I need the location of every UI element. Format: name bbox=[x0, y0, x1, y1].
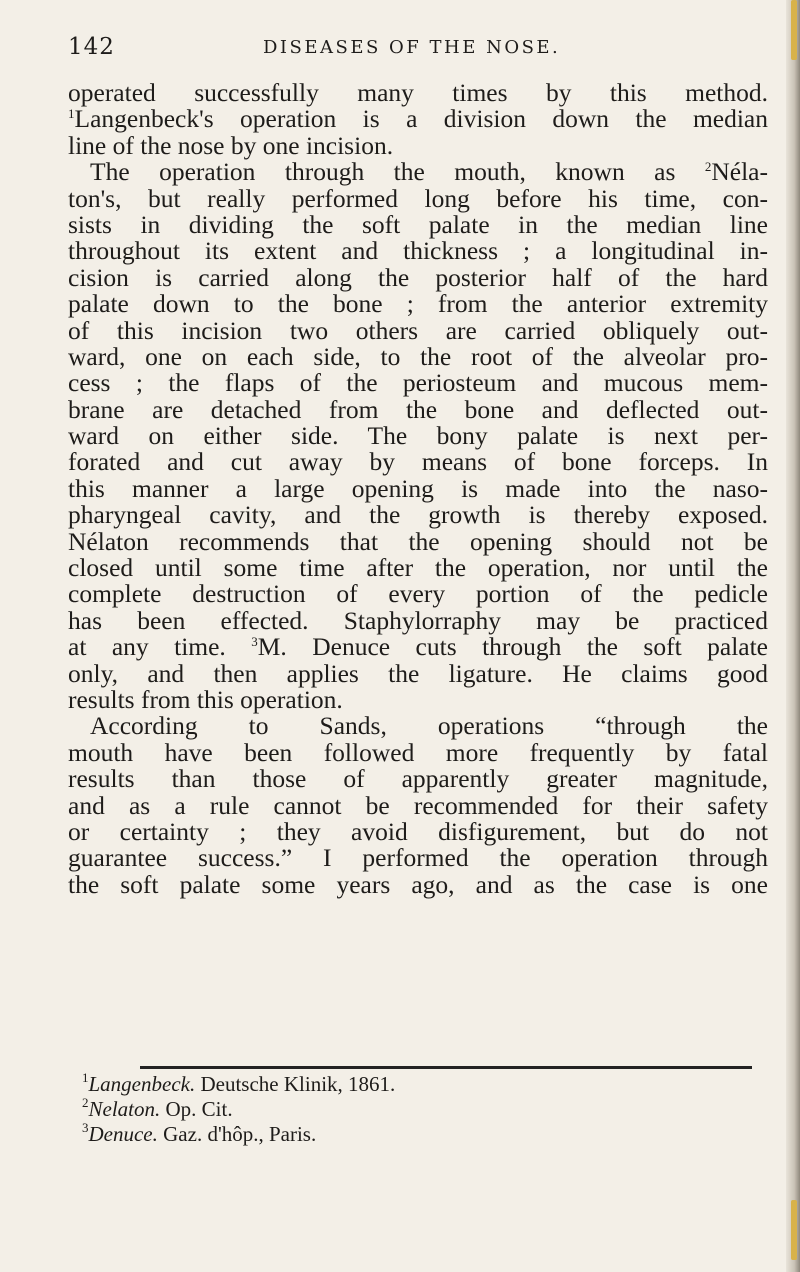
text-line: mouth have been followed more frequently by fatal bbox=[68, 737, 768, 767]
footnote-marker: 1 bbox=[68, 106, 75, 122]
text-line: cess ; the flaps of the periosteum and mucous mem- bbox=[68, 368, 768, 398]
text-line: The operation through the mouth, known as $^2$Néla- bbox=[90, 157, 768, 187]
text-line: results than those of apparently greater magnitude, bbox=[68, 764, 768, 794]
text-line: ton's, but really performed long before his time, con- bbox=[68, 183, 768, 213]
text-line: complete destruction of every portion of the pedicle bbox=[68, 579, 768, 609]
footnote-marker: 3 bbox=[251, 634, 258, 650]
page-number: 142 bbox=[68, 34, 115, 60]
page-edge bbox=[786, 0, 800, 1272]
text-line: at any time. $^3$M. Denuce cuts through the soft palate bbox=[68, 632, 768, 662]
footnote-rule bbox=[140, 1066, 752, 1069]
text-line: $^1$Langenbeck's operation is a division down the median bbox=[68, 104, 768, 134]
text-line: closed until some time after the operation, nor until the bbox=[68, 553, 768, 583]
footnote-marker: 2 bbox=[704, 159, 712, 175]
text-line: forated and cut away by means of bone forceps. In bbox=[68, 447, 768, 477]
text-line: operated successfully many times by this method. bbox=[68, 78, 768, 107]
footnote: $^3$Denuce. Gaz. d'hôp., Paris. bbox=[82, 1120, 317, 1146]
text-line: the soft palate some years ago, and as the case is one bbox=[68, 869, 768, 899]
text-line: throughout its extent and thickness ; a longitudinal in- bbox=[68, 236, 768, 266]
text-line: guarantee success.” I performed the operation through bbox=[68, 843, 768, 873]
text-line: this manner a large opening is made into the naso- bbox=[68, 473, 768, 503]
footnote: $^1$Langenbeck. Deutsche Klinik, 1861. bbox=[82, 1070, 396, 1096]
text-line: only, and then applies the ligature. He claims good bbox=[68, 658, 768, 688]
text-line: or certainty ; they avoid disfigurement, but do not bbox=[68, 816, 768, 846]
page-header bbox=[68, 34, 768, 66]
text-line: of this incision two others are carried obliquely out- bbox=[68, 315, 768, 345]
edge-mark bbox=[791, 0, 797, 60]
text-line: and as a rule cannot be recommended for their safety bbox=[68, 790, 768, 820]
text-line: results from this operation. bbox=[68, 684, 343, 714]
text-line: line of the nose by one incision. bbox=[68, 130, 394, 160]
text-line: ward on either side. The bony palate is next per- bbox=[68, 421, 768, 451]
text-line: pharyngeal cavity, and the growth is thereby exposed. bbox=[68, 500, 768, 530]
text-line: Nélaton recommends that the opening should not be bbox=[68, 526, 768, 556]
edge-mark bbox=[791, 1200, 797, 1260]
running-head: DISEASES OF THE NOSE. bbox=[263, 37, 561, 58]
text-line: According to Sands, operations “through the bbox=[90, 711, 768, 741]
text-line: ward, one on each side, to the root of the alveolar pro- bbox=[68, 341, 768, 371]
footnotes bbox=[82, 1072, 702, 1147]
text-line: cision is carried along the posterior half of the hard bbox=[68, 262, 768, 292]
footnote: $^2$Nelaton. Op. Cit. bbox=[82, 1095, 233, 1121]
body-text bbox=[68, 80, 768, 898]
text-line: palate down to the bone ; from the anterior extremity bbox=[68, 289, 768, 319]
text-line: brane are detached from the bone and deflected out- bbox=[68, 394, 768, 424]
text-line: sists in dividing the soft palate in the median line bbox=[68, 209, 768, 239]
text-line: has been effected. Staphylorraphy may be practiced bbox=[68, 605, 768, 635]
